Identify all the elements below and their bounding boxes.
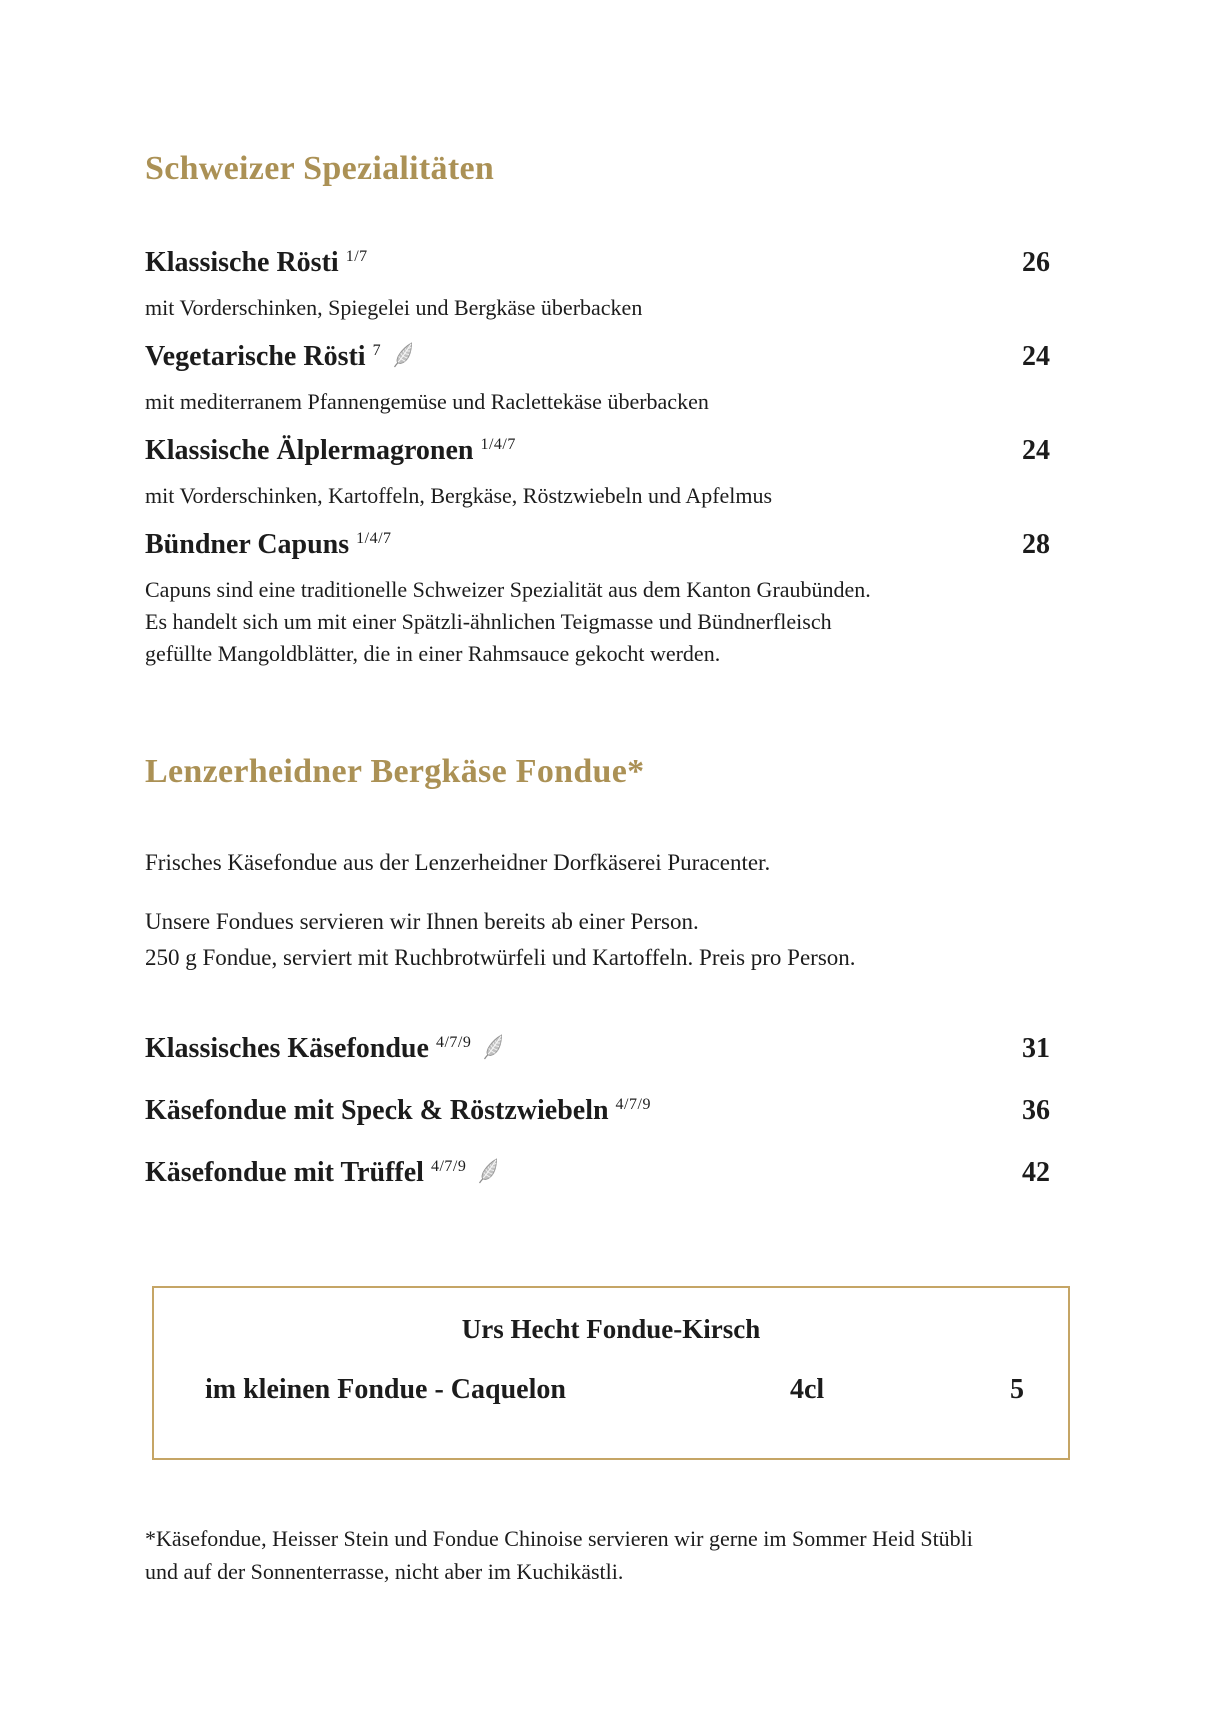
footnote [145,1522,1105,1588]
item-title [145,527,392,567]
item-title [145,245,368,285]
fondue-kirsch-box [152,1286,1070,1460]
footnote-line: *Käsefondue, Heisser Stein und Fondue Chinoise servieren wir gerne im Sommer Heid Stübli [145,1526,973,1551]
menu-item-klassische-roesti [145,245,1050,323]
description-line: Es handelt sich um mit einer Spätzli-ähnlichen Teigmasse und Bündnerfleisch [145,609,832,634]
kirsch-box-title: Urs Hecht Fondue-Kirsch [461,1314,761,1344]
item-description: mit Vorderschinken, Kartoffeln, Bergkäse, Röstzwiebeln und Apfelmus [145,483,773,508]
item-head [145,527,1050,567]
item-price: 26 [1022,247,1050,278]
menu-item-aelplermagronen [145,433,1050,511]
menu-item-kaesefondue-speck [145,1093,1050,1133]
item-name: Klassische Rösti [145,247,339,278]
allergen-superscript: 1/4/7 [356,530,392,547]
item-head [145,1031,1050,1071]
section-title-schweizer-spezialitaeten: Schweizer Spezialitäten [145,150,495,187]
kirsch-item-price: 5 [1010,1374,1024,1405]
allergen-superscript: 7 [372,342,382,359]
serving-info-line: Unsere Fondues servieren wir Ihnen bereits ab einer Person. [145,909,699,934]
item-head [145,245,1050,285]
kirsch-item-name: im kleinen Fondue - Caquelon [205,1374,566,1405]
item-description: mit mediterranem Pfannengemüse und Raclettekäse überbacken [145,389,709,414]
item-price: 28 [1022,529,1050,560]
menu-item-kaesefondue-trueffel [145,1155,1050,1195]
leaf-icon [476,1158,499,1194]
item-name: Vegetarische Rösti [145,341,366,372]
item-name: Käsefondue mit Trüffel [145,1157,424,1188]
footnote-line: und auf der Sonnenterrasse, nicht aber im Kuchikästli. [145,1559,624,1584]
allergen-superscript: 4/7/9 [615,1096,651,1113]
item-title [145,1093,651,1133]
item-price: 31 [1022,1033,1050,1064]
item-title [145,433,516,473]
leaf-icon [481,1034,504,1070]
item-price: 24 [1022,435,1050,466]
leaf-icon [391,342,414,378]
fondue-list [145,1031,1050,1195]
description-line: Capuns sind eine traditionelle Schweizer Spezialität aus dem Kanton Graubünden. [145,577,871,602]
kirsch-item-size: 4cl [790,1374,825,1405]
item-head [145,1155,1050,1195]
item-description [145,574,1050,670]
item-title [145,339,414,379]
item-price: 42 [1022,1157,1050,1188]
section-title-bergkaese-fondue: Lenzerheidner Bergkäse Fondue* [145,753,645,790]
allergen-superscript: 1/7 [345,248,368,265]
allergen-superscript: 4/7/9 [435,1034,472,1051]
item-name: Käsefondue mit Speck & Röstzwiebeln [145,1095,609,1126]
item-name: Klassische Älplermagronen [145,435,474,466]
allergen-superscript: 1/4/7 [480,436,516,453]
menu-content [145,147,1050,1588]
description-line: gefüllte Mangoldblätter, die in einer Rahmsauce gekocht werden. [145,641,721,666]
item-price: 24 [1022,341,1050,372]
item-title [145,1155,499,1195]
item-title [145,1031,504,1071]
menu-item-buendner-capuns [145,527,1050,670]
item-name: Bündner Capuns [145,529,350,560]
serving-info-line: 250 g Fondue, serviert mit Ruchbrotwürfeli und Kartoffeln. Preis pro Person. [145,945,856,970]
item-head [145,339,1050,379]
fondue-serving-info [145,904,1050,976]
item-name: Klassisches Käsefondue [145,1033,429,1064]
allergen-superscript: 4/7/9 [430,1158,467,1175]
item-price: 36 [1022,1095,1050,1126]
fondue-intro: Frisches Käsefondue aus der Lenzerheidner Dorfkäserei Puracenter. [145,850,771,875]
item-head [145,1093,1050,1133]
item-description: mit Vorderschinken, Spiegelei und Bergkäse überbacken [145,295,643,320]
menu-item-vegetarische-roesti [145,339,1050,417]
item-head [145,433,1050,473]
menu-item-klassisches-kaesefondue [145,1031,1050,1071]
